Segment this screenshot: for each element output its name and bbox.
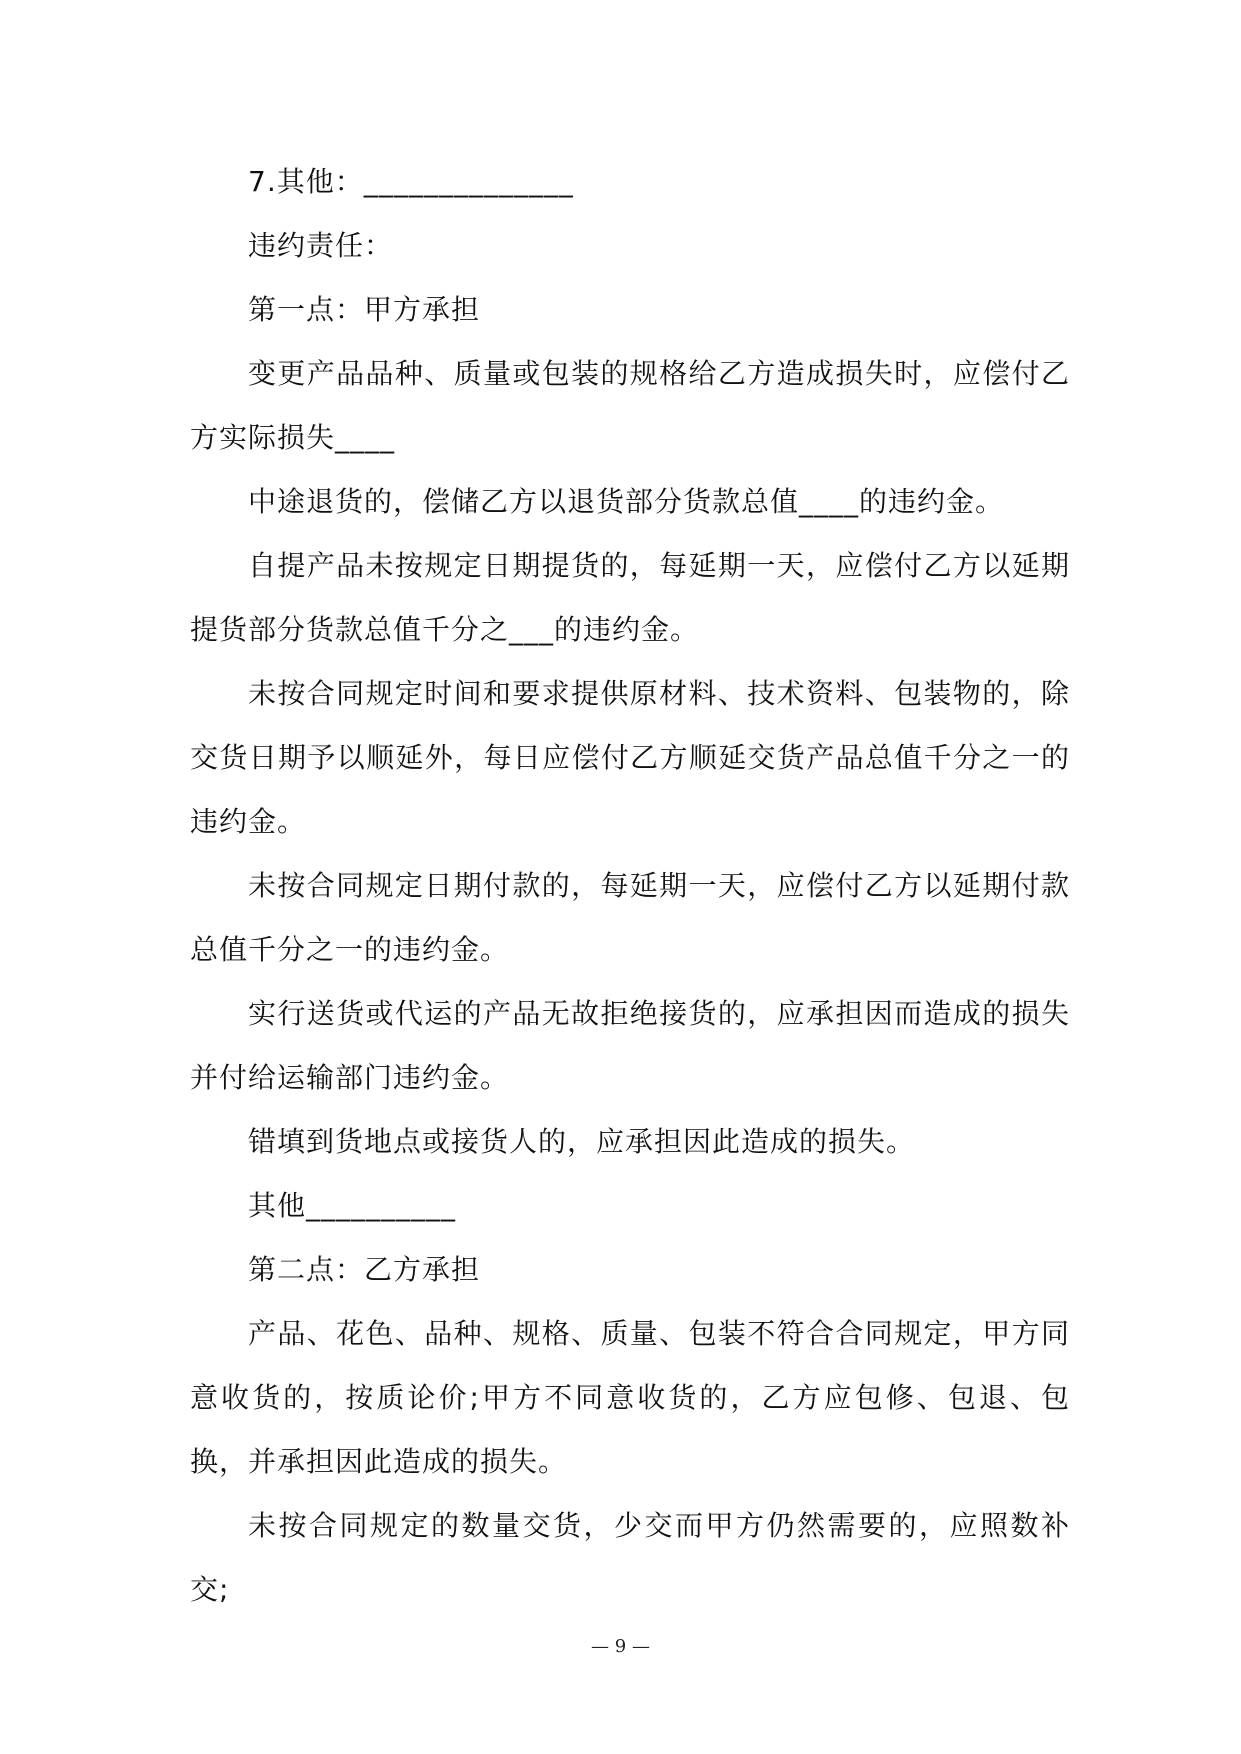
paragraph-late-payment: 未按合同规定日期付款的，每延期一天，应偿付乙方以延期付款总值千分之一的违约金。 — [190, 869, 1070, 966]
paragraph-other-item-7: 7.其他：______________ — [248, 165, 574, 198]
paragraph-refuse-delivery: 实行送货或代运的产品无故拒绝接货的，应承担因而造成的损失并付给运输部门违约金。 — [190, 997, 1070, 1094]
paragraph-point-two-heading: 第二点：乙方承担 — [248, 1253, 481, 1286]
paragraph-self-pickup-delay: 自提产品未按规定日期提货的，每延期一天，应偿付乙方以延期提货部分货款总值千分之___的违约金。 — [190, 549, 1070, 646]
paragraph-nonconforming-product: 产品、花色、品种、规格、质量、包装不符合合同规定，甲方同意收货的，按质论价;甲方不同意收货的，乙方应包修、包退、包换，并承担因此造成的损失。 — [190, 1317, 1070, 1478]
paragraph-midway-return: 中途退货的，偿储乙方以退货部分货款总值____的违约金。 — [248, 485, 1005, 518]
paragraph-other-blank: 其他__________ — [248, 1189, 457, 1222]
paragraph-materials-not-provided: 未按合同规定时间和要求提供原材料、技术资料、包装物的，除交货日期予以顺延外，每日应偿付乙方顺延交货产品总值千分之一的违约金。 — [190, 677, 1070, 838]
document-body — [190, 150, 1070, 1622]
paragraph-short-delivery: 未按合同规定的数量交货，少交而甲方仍然需要的，应照数补交; — [190, 1509, 1070, 1606]
page-number: — 9 — — [591, 1636, 650, 1657]
paragraph-breach-liability-heading: 违约责任： — [248, 229, 394, 262]
paragraph-change-product: 变更产品品种、质量或包装的规格给乙方造成损失时，应偿付乙方实际损失____ — [190, 357, 1070, 454]
paragraph-wrong-address: 错填到货地点或接货人的，应承担因此造成的损失。 — [248, 1125, 916, 1158]
paragraph-point-one-heading: 第一点：甲方承担 — [248, 293, 481, 326]
